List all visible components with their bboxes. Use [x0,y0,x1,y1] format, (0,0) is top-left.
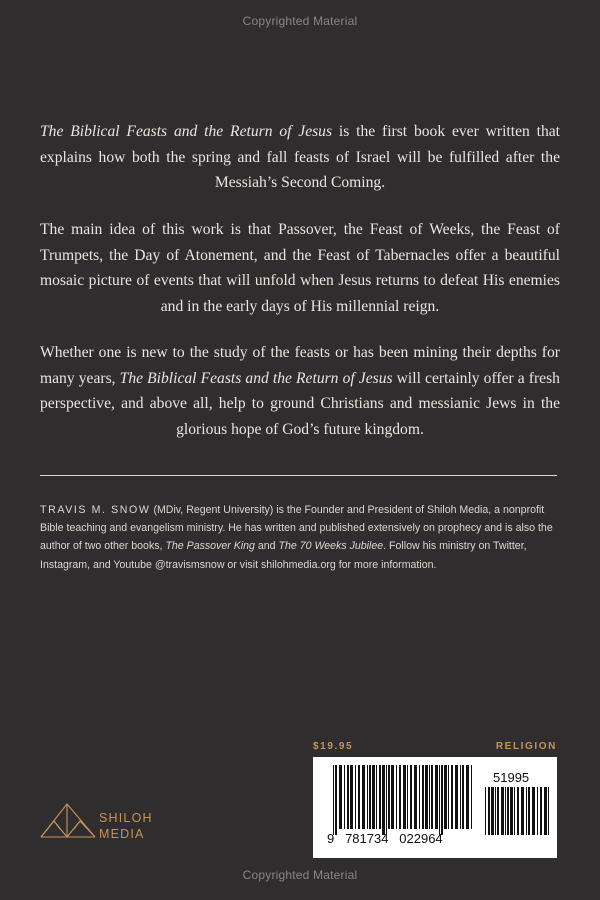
barcode-bar [497,787,499,835]
barcode-bar [471,765,472,829]
barcode-bar [429,765,430,829]
barcode-bar [451,765,453,829]
barcode-bar [347,765,349,829]
category-label: RELIGION [495,741,557,752]
barcode-bar [369,765,371,829]
isbn-barcode [313,757,557,858]
barcode-bar [431,765,433,829]
barcode-bar [532,787,535,835]
barcode-bar [485,787,486,835]
bio-text: (MDiv, Regent University) is the Founder and President of Shiloh Media, a nonprofit Bible teaching and evangelism ministry. He has written and published extensively on prophecy and is also the author of two other books, [40,504,553,553]
barcode-bar [466,765,469,829]
barcode-bar [528,787,530,835]
barcode-bar [333,765,334,835]
barcode-bar [435,765,438,829]
barcode-bar [510,787,513,835]
publisher-name [99,810,153,842]
barcode-bar [403,765,406,829]
barcode-bar [514,787,515,835]
barcode-bar [391,765,394,829]
barcode-bar [537,787,538,835]
barcode-bar [410,765,412,829]
author-bio [40,501,562,574]
barcode-bar [505,787,506,835]
barcode-bar [407,765,408,829]
barcode-bar [399,765,401,829]
barcode-bar [548,787,549,835]
blurb-paragraph-2 [40,217,560,319]
book-title: The Passover King [165,540,255,553]
barcode-bar [372,765,375,829]
copyright-watermark-top: Copyrighted Material [242,14,358,28]
barcode-bar [495,787,496,835]
blurb-text: Whether one is new to the study of the feasts or has been mining their depths for many years, [40,344,560,387]
publisher-line-1: SHILOH [99,811,153,825]
divider-rule [40,475,557,476]
price-label: $19.95 [313,741,354,752]
author-name: TRAVIS M. SNOW [40,504,151,516]
barcode-bar [460,765,461,829]
isbn-digits: 9 781734 022964 [327,831,443,846]
barcode-bar [507,787,509,835]
barcode-graphic [313,757,557,858]
copyright-watermark-bottom: Copyrighted Material [242,868,358,882]
barcode-bar [388,765,390,829]
barcode-bar [396,765,397,829]
barcode-bar [441,765,443,835]
barcode-bar [521,787,524,835]
bio-text: and [254,540,279,553]
barcode-bar [544,787,547,835]
bio-text: . Follow his ministry on Twitter, Instagram, and Youtube @travismsnow or visit shilohmedia.org for more information. [40,540,527,571]
blurb-paragraph-1 [40,119,560,196]
publisher-line-2: MEDIA [99,827,145,841]
book-title: The Biblical Feasts and the Return of Jesus [119,369,393,387]
barcode-bar [491,787,494,835]
barcode-bar [339,765,342,829]
blurb-text: is the first book ever written that explains how both the spring and fall feasts of Israel will be fulfilled after the Messiah’s Second Coming. [40,123,560,191]
addon-digits: 51995 [493,770,530,785]
barcode-bar [362,765,365,829]
barcode-bar [540,787,542,835]
barcode-bar [448,765,449,829]
barcode-bar [350,765,353,829]
book-title: The Biblical Feasts and the Return of Jesus [40,123,333,140]
barcode-bar [462,765,464,829]
barcode-bar [422,765,424,829]
barcode-bar [488,787,490,835]
barcode-bar [358,765,360,829]
barcode-bar [439,765,440,835]
book-title: The 70 Weeks Jubilee [278,540,384,553]
barcode-bar [335,765,337,835]
barcode-bar [367,765,368,829]
barcode-bar [444,765,447,829]
barcode-bar [425,765,428,829]
barcode-bar [517,787,519,835]
barcode-addon-bars [485,787,549,835]
barcode-bar [344,765,345,829]
blurb-paragraph-3 [40,340,560,442]
barcode-bar [355,765,356,829]
barcode-bar [526,787,527,835]
barcode-bar [501,787,504,835]
barcode-bar [382,765,385,835]
barcode-bar [414,765,417,829]
barcode-bar [376,765,377,829]
barcode-bar [379,765,381,829]
barcode-bar [386,765,387,835]
blurb-text: will certainly offer a fresh perspective, and above all, help to ground Christians and messianic Jews in the glorious hope of God’s future kingdom. [40,369,560,438]
barcode-bar [419,765,420,829]
blurb-text: The main idea of this work is that Passover, the Feast of Weeks, the Feast of Trumpets, the Day of Atonement, and the Feast of Tabernacles offer a beautiful mosaic picture of events that will unfold when Jesus returns to defeat His enemies and in the early days of His millennial reign. [40,221,560,315]
barcode-bar [455,765,458,829]
barcode-bars [333,765,472,835]
